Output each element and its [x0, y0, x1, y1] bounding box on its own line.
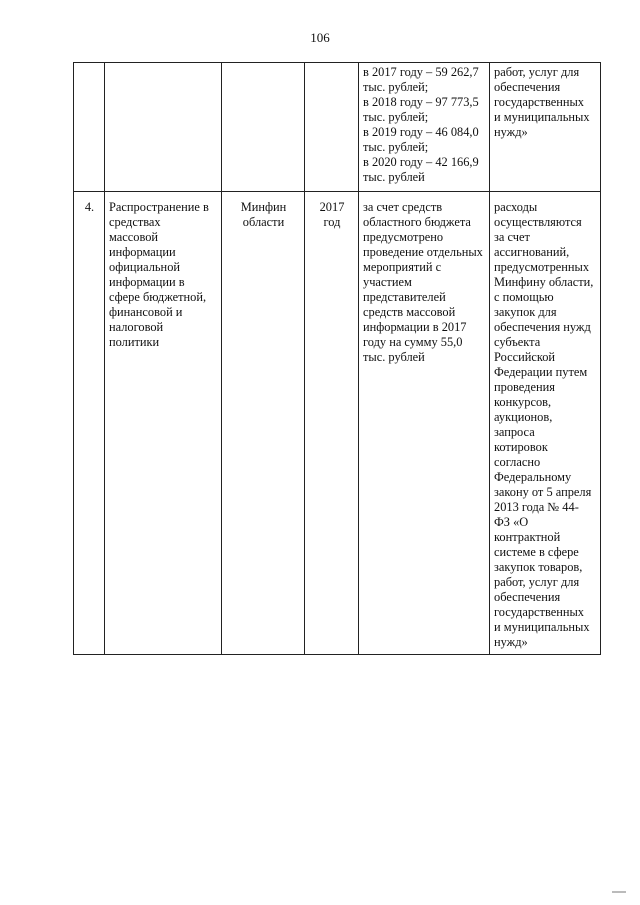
note-cell: работ, услуг для обеспечения государственных и муниципальных нужд»: [490, 63, 601, 192]
table-row: [74, 63, 601, 192]
row-number-cell: [74, 63, 105, 192]
note-cell: расходы осуществляются за счет ассигнований, предусмотренных Минфину области, с помощью закупок для обеспечения нужд субъекта Российской Федерации путем проведения конкурсов, аукционов, запроса котировок согласно Федеральному закону от 5 апреля 2013 года № 44- ФЗ «О контрактной системе в сфере закупок товаров, работ, услуг для обеспечения государственных и муниципальных нужд»: [490, 192, 601, 655]
measure-name-cell: [105, 63, 222, 192]
scan-artifact: [612, 891, 626, 893]
measures-table: [73, 62, 601, 655]
period-cell: [305, 63, 359, 192]
table-row: [74, 192, 601, 655]
funding-cell: за счет средств областного бюджета предусмотрено проведение отдельных мероприятий с участием представителей средств массовой информации в 2017 году на сумму 55,0 тыс. рублей: [359, 192, 490, 655]
period-cell: 2017 год: [305, 192, 359, 655]
executor-cell: Минфин области: [222, 192, 305, 655]
executor-cell: [222, 63, 305, 192]
measure-name-cell: Распространение в средствах массовой информации официальной информации в сфере бюджетной, финансовой и налоговой политики: [105, 192, 222, 655]
page-number: 106: [310, 30, 330, 45]
row-number-cell: 4.: [74, 192, 105, 655]
funding-cell: в 2017 году – 59 262,7 тыс. рублей; в 2018 году – 97 773,5 тыс. рублей; в 2019 году – 46 084,0 тыс. рублей; в 2020 году – 42 166,9 тыс. рублей: [359, 63, 490, 192]
